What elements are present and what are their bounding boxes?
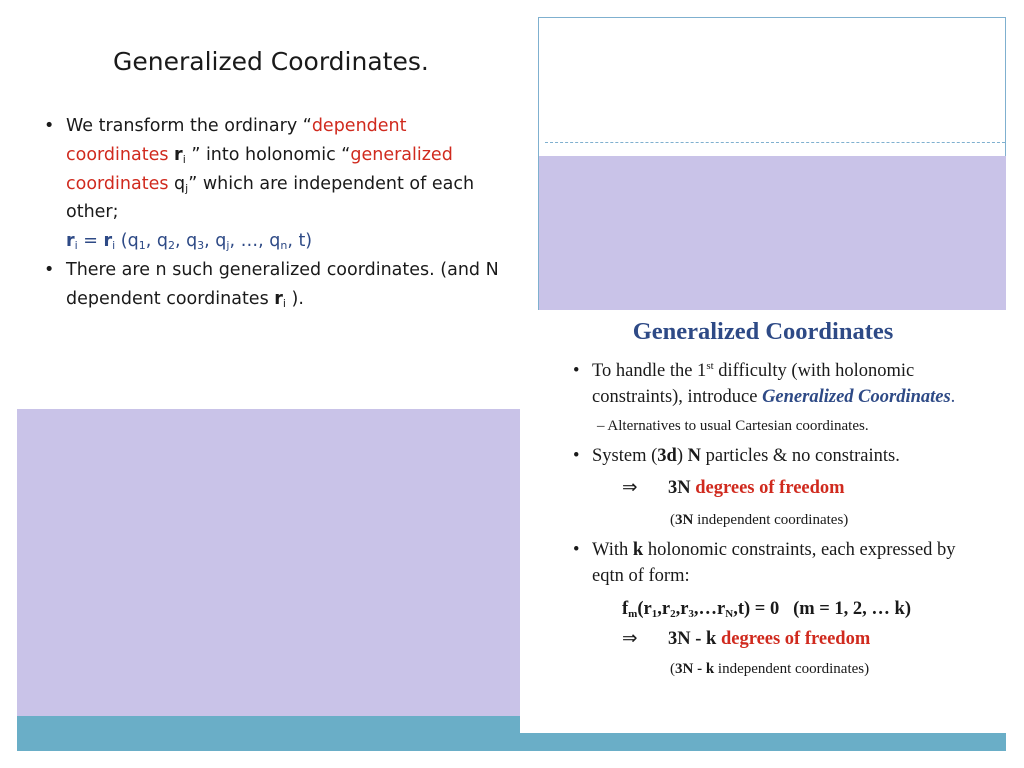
note-3n-k-coordinates: [670, 656, 869, 682]
r-vector-symbol: r: [174, 144, 183, 165]
formula-text: , q: [204, 231, 227, 252]
subscript: 2: [167, 239, 175, 253]
subscript-i: i: [182, 152, 186, 166]
bullet-system: [573, 443, 900, 469]
subscript: i: [112, 239, 116, 253]
text-segment: holonomic constraints, each expressed by: [643, 540, 956, 560]
dependent-coordinates-text: dependent coordinates: [66, 116, 407, 165]
degrees-of-freedom-text: degrees of freedom: [695, 478, 845, 498]
text-segment: ,t) = 0 (m = 1, 2, … k): [733, 599, 912, 619]
text-segment: ” into holonomic “: [185, 144, 351, 165]
subscript: j: [226, 239, 230, 253]
bullet-transform: [44, 112, 514, 256]
text-segment: ,r: [675, 599, 689, 619]
text-bold: k: [632, 540, 644, 560]
dashed-divider: [545, 142, 1005, 143]
formula-text: (q: [115, 231, 139, 252]
left-slide-title: Generalized Coordinates.: [113, 47, 429, 76]
subscript: 3: [197, 239, 205, 253]
text-segment: constraints), introduce: [592, 387, 763, 407]
formula-text: , q: [145, 231, 168, 252]
text-segment: (: [670, 512, 675, 528]
text-bold: 3d: [657, 446, 677, 466]
text-bold: 3N - k: [675, 661, 715, 677]
subscript: n: [280, 239, 288, 253]
implies-3n-dof: [622, 475, 845, 501]
formula-text: , …, q: [229, 231, 281, 252]
text-segment: (: [670, 661, 675, 677]
right-slide-title: Generalized Coordinates: [632, 318, 894, 345]
text-segment: (r: [637, 599, 652, 619]
text-segment: f: [622, 599, 629, 619]
subscript: 1: [651, 608, 658, 620]
subscript: 3: [688, 608, 694, 620]
text-segment: .: [950, 387, 956, 407]
bullet-dot: •: [573, 540, 580, 560]
note-3n-coordinates: [670, 507, 848, 533]
degrees-of-freedom-text: degrees of freedom: [720, 629, 871, 649]
text-segment: difficulty (with holonomic: [713, 361, 915, 381]
text-segment: There are n such generalized coordinates. (and N dependent coordinates: [66, 259, 499, 309]
text-segment: System (: [592, 446, 658, 466]
constraint-equation: [622, 596, 911, 622]
text-segment: ): [676, 446, 688, 466]
q-symbol: q: [168, 173, 186, 194]
text-bold: 3N - k: [668, 629, 721, 649]
text-segment: particles & no constraints.: [700, 446, 900, 466]
text-segment: We transform the ordinary “: [66, 116, 312, 136]
subscript: 1: [138, 239, 146, 253]
implies-arrow-icon: ⇒: [622, 478, 638, 498]
bullet-constraints: [573, 537, 956, 589]
formula-r-of-q: [66, 227, 514, 256]
text-segment: independent coordinates): [693, 512, 849, 528]
bullet-difficulty: [573, 358, 956, 410]
text-segment: ,r: [657, 599, 671, 619]
implies-3n-k-dof: [622, 626, 870, 652]
generalized-coordinates-text: generalized coordinates: [66, 144, 453, 194]
superscript: st: [706, 360, 714, 372]
text-bold: N: [687, 446, 701, 466]
generalized-coordinates-emphasis: Generalized Coordinates: [762, 387, 951, 407]
sub-bullet-alternatives: – Alternatives to usual Cartesian coordinates.: [597, 418, 869, 434]
bullet-dot: •: [573, 361, 580, 381]
text-segment: ).: [285, 288, 304, 309]
subscript: N: [725, 608, 734, 620]
subscript: 2: [670, 608, 676, 620]
text-bold: 3N: [668, 478, 696, 498]
text-segment: To handle the 1: [592, 361, 707, 381]
right-slide: [520, 310, 1006, 733]
subscript-i: i: [282, 296, 286, 310]
subscript: i: [74, 239, 78, 253]
text-segment: ” which are independent of each other;: [66, 173, 475, 223]
bullet-dot: •: [573, 446, 580, 466]
r-symbol: r: [103, 231, 113, 252]
formula-text: , q: [174, 231, 198, 252]
lavender-panel-top: [539, 156, 1006, 310]
subscript: m: [628, 608, 638, 620]
text-segment: independent coordinates): [714, 661, 870, 677]
r-symbol: r: [66, 231, 75, 252]
lavender-panel-left: [17, 409, 521, 716]
r-vector-symbol: r: [274, 288, 283, 309]
left-slide-bullets: [44, 112, 514, 314]
text-bold: 3N: [675, 512, 694, 528]
implies-arrow-icon: ⇒: [622, 629, 638, 649]
equals-sign: =: [77, 231, 104, 252]
bullet-count: [44, 256, 514, 314]
subscript-j: j: [185, 181, 189, 195]
text-segment: With: [592, 540, 633, 560]
text-segment: eqtn of form:: [592, 566, 690, 586]
text-segment: ,…r: [693, 599, 726, 619]
formula-text: , t): [287, 231, 313, 252]
